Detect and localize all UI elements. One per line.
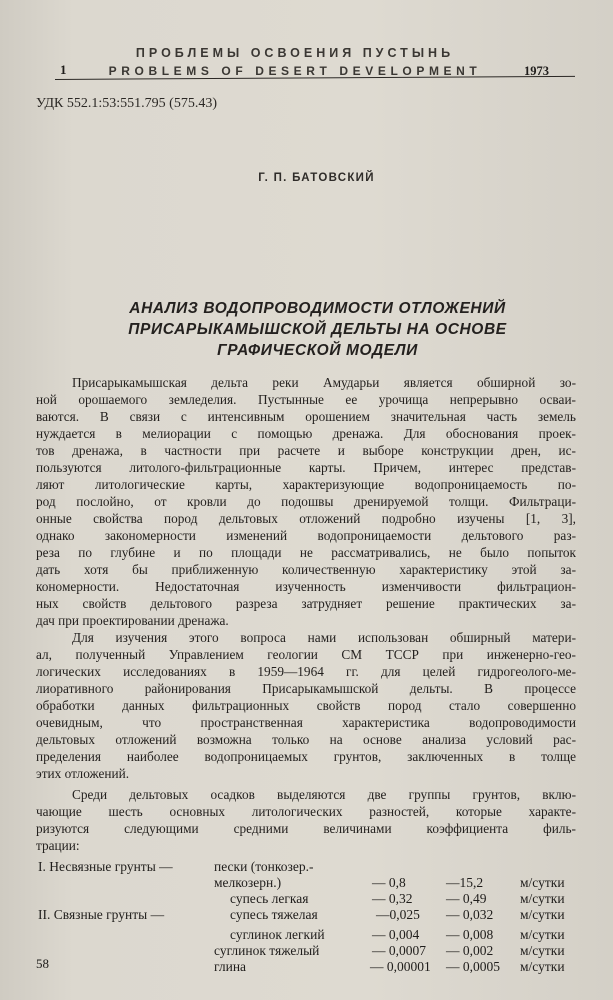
- body-line: дельтовых отложений возможна только на основе анализа условий рас-: [36, 732, 576, 747]
- soil-group-label: II. Связные грунты —: [38, 907, 165, 922]
- soil-k-max: — 0,0005: [446, 959, 500, 974]
- body-line: обработки данных фильтрационных свойств пород стало совершенно: [36, 698, 576, 713]
- body-line: Присарыкамышская дельта реки Амударьи является обширной зо-: [72, 375, 576, 390]
- soil-k-min: — 0,004: [372, 927, 420, 942]
- soil-unit: м/сутки: [520, 943, 565, 958]
- soil-name: мелкозерн.): [214, 875, 282, 890]
- body-line: пределения наиболее водопроницаемых грунтов, заключенных в толще: [36, 749, 576, 764]
- body-line: ваются. В связи с интенсивным орошением значительная часть земель: [36, 409, 576, 424]
- body-line: ных свойств дельтового разреза затрудняет решение практических за-: [36, 596, 576, 611]
- body-line: ризуются следующими средними величинами коэффициента филь-: [36, 821, 576, 836]
- soil-k-min: — 0,8: [372, 875, 406, 890]
- soil-name: пески (тонкозер.-: [214, 859, 314, 874]
- udk-code: УДК 552.1:53:551.795 (575.43): [36, 96, 217, 111]
- issue-number: 1: [60, 62, 67, 77]
- soil-name: глина: [214, 959, 247, 974]
- article-title-line: АНАЛИЗ ВОДОПРОВОДИМОСТИ ОТЛОЖЕНИЙ: [129, 300, 506, 317]
- body-line: ной орошаемого земледелия. Пустынные ее урочища непрерывно осваи-: [36, 392, 576, 407]
- body-line: логических исследованиях в 1959—1964 гг. для целей гидрогеолого-ме-: [36, 664, 576, 679]
- journal-title-en: PROBLEMS OF DESERT DEVELOPMENT: [108, 64, 482, 78]
- soil-group-label: I. Несвязные грунты —: [38, 859, 173, 874]
- soil-k-max: — 0,002: [446, 943, 494, 958]
- article-title-line: ПРИСАРЫКАМЫШСКОЙ ДЕЛЬТЫ НА ОСНОВЕ: [128, 321, 507, 338]
- body-line: лиоративного районирования Присарыкамышской дельты. В процессе: [36, 681, 576, 696]
- body-line: Для изучения этого вопроса нами использован обширный матери-: [72, 630, 576, 645]
- soil-k-max: — 0,032: [446, 907, 494, 922]
- author-name: Г. П. БАТОВСКИЙ: [258, 172, 375, 184]
- body-line: Среди дельтовых осадков выделяются две группы грунтов, вклю-: [72, 787, 576, 802]
- soil-k-min: —0,025: [376, 907, 420, 922]
- soil-unit: м/сутки: [520, 927, 565, 942]
- body-line: нуждается в мелиорации с помощью дренажа. Для обоснования проек-: [36, 426, 576, 441]
- body-line: однако закономерности изменений водопроницаемости дельтового раз-: [36, 528, 576, 543]
- body-line: чающие шесть основных литологических разностей, которые характе-: [36, 804, 576, 819]
- soil-k-min: — 0,00001: [370, 959, 431, 974]
- body-line: ляют литологические карты, характеризующие водопроницаемость по-: [36, 477, 576, 492]
- issue-year: 1973: [524, 64, 549, 78]
- soil-name: суглинок легкий: [230, 927, 325, 942]
- soil-name: супесь легкая: [230, 891, 309, 906]
- body-line: реза по глубине и по площади не рассматривались, не было попыток: [36, 545, 576, 560]
- soil-k-min: — 0,32: [372, 891, 413, 906]
- body-line: ал, полученный Управлением геологии СМ ТССР при инженерно-гео-: [36, 647, 576, 662]
- soil-name: супесь тяжелая: [230, 907, 318, 922]
- soil-unit: м/сутки: [520, 891, 565, 906]
- page-number: 58: [36, 956, 49, 971]
- soil-unit: м/сутки: [520, 907, 565, 922]
- body-line: род послойно, от кровли до подошвы дренируемой толщи. Фильтраци-: [36, 494, 576, 509]
- soil-name: суглинок тяжелый: [214, 943, 320, 958]
- body-line: дать хотя бы приближенную количественную характеристику этой за-: [36, 562, 576, 577]
- soil-unit: м/сутки: [520, 875, 565, 890]
- body-line: этих отложений.: [36, 766, 130, 781]
- journal-title-ru: ПРОБЛЕМЫ ОСВОЕНИЯ ПУСТЫНЬ: [135, 46, 455, 60]
- soil-k-max: — 0,49: [446, 891, 487, 906]
- body-line: онные свойства пород дельтовых отложений подробно изучены [1, 3],: [36, 511, 576, 526]
- body-line: трации:: [36, 838, 80, 853]
- body-line: дач при проектировании дренажа.: [36, 613, 229, 628]
- body-line: пользуются литолого-фильтрационные карты. Причем, интерес представ-: [36, 460, 576, 475]
- soil-unit: м/сутки: [520, 959, 565, 974]
- soil-k-min: — 0,0007: [372, 943, 426, 958]
- body-line: тов дренажа, в частности при расчете и выборе конструкции дрен, ис-: [36, 443, 576, 458]
- article-title-line: ГРАФИЧЕСКОЙ МОДЕЛИ: [217, 342, 418, 359]
- body-line: очевидным, что пространственная характеристика водопроводимости: [36, 715, 576, 730]
- body-line: кономерности. Недостаточная изученность изменчивости фильтрацион-: [36, 579, 576, 594]
- soil-k-max: — 0,008: [446, 927, 494, 942]
- soil-k-max: —15,2: [446, 875, 484, 890]
